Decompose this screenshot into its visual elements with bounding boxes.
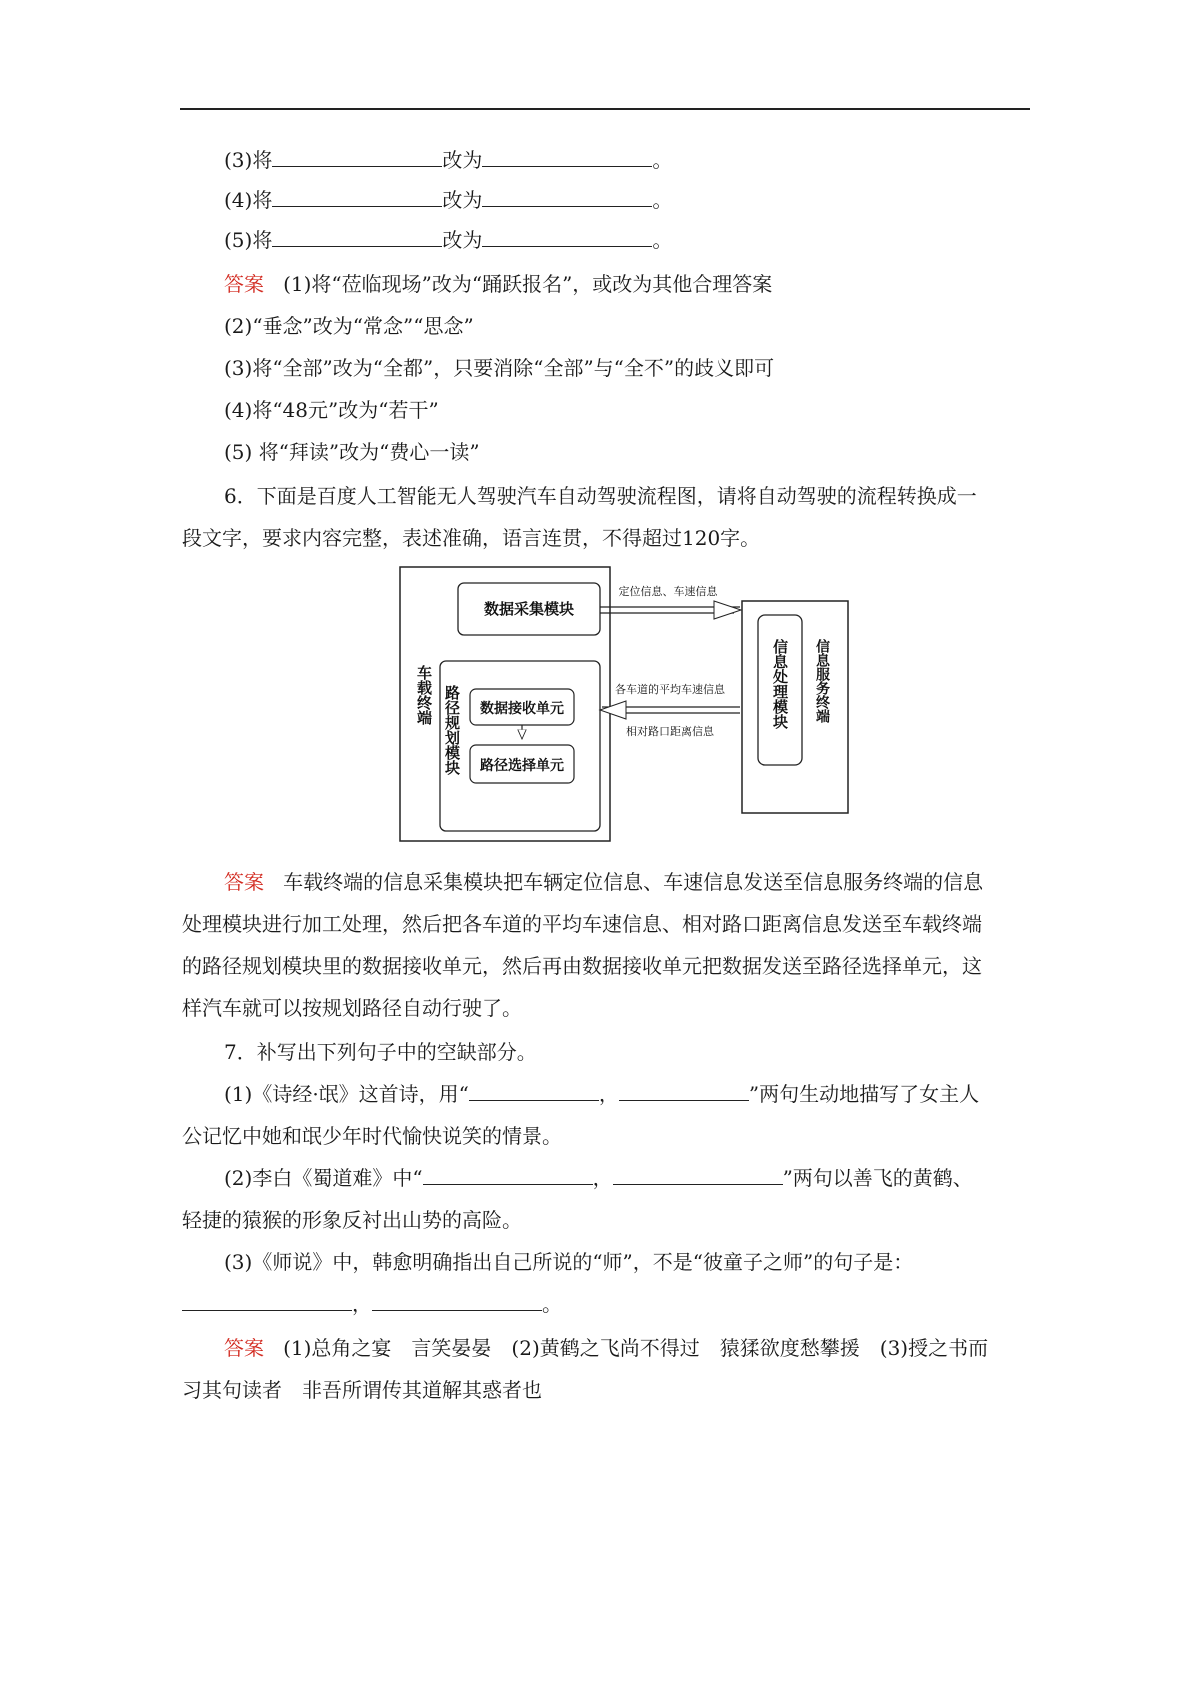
line-suffix: 。 xyxy=(652,188,673,212)
line-prefix: (4)将 xyxy=(224,188,273,212)
blank xyxy=(613,1164,783,1185)
blank xyxy=(423,1164,593,1185)
info-service-terminal-label: 信息服务终端 xyxy=(814,639,830,723)
answer-2a: (2)黄鹤之飞尚不得过 xyxy=(511,1336,700,1360)
blank-line-3 xyxy=(224,146,672,174)
answer-label: 答案 xyxy=(224,1336,264,1360)
flowchart-diagram xyxy=(398,565,853,843)
q5-answer-line-4: (4)将“48元”改为“若干” xyxy=(224,398,439,422)
q5-answer-line-2: (2)“垂念”改为“常念”“思念” xyxy=(224,314,474,338)
blank xyxy=(482,226,652,247)
top-arrow-label: 定位信息、车速信息 xyxy=(618,585,718,598)
blank xyxy=(482,186,652,207)
line-prefix: (3)将 xyxy=(224,148,273,172)
q6-text-line-2: 段文字，要求内容完整，表述准确，语言连贯，不得超过120字。 xyxy=(182,526,761,550)
q7-p1-prefix: (1)《诗经·氓》这首诗，用“ xyxy=(224,1082,469,1106)
route-planning-module xyxy=(440,661,600,831)
answer-3b: 习其句读者 xyxy=(182,1378,282,1402)
header-rule xyxy=(180,108,1030,110)
blank xyxy=(272,186,442,207)
q7-p2-prefix: (2)李白《蜀道难》中“ xyxy=(224,1166,423,1190)
bottom-arrow-label-2: 相对路口距离信息 xyxy=(626,725,714,738)
q7-p1-suffix: ”两句生动地描写了女主人 xyxy=(748,1082,980,1106)
info-processing-label: 信息处理模块 xyxy=(771,639,789,729)
q7-part2-line-2: 轻捷的猿猴的形象反衬出山势的高险。 xyxy=(182,1208,522,1232)
left-arrow-icon xyxy=(600,701,626,719)
q7-p2-suffix: ”两句以善飞的黄鹤、 xyxy=(782,1166,973,1190)
answer-1b: 言笑晏晏 xyxy=(411,1336,492,1360)
q5-answer-line-1 xyxy=(224,270,772,298)
q6-answer-line-4: 样汽车就可以按规划路径自动行驶了。 xyxy=(182,996,522,1020)
answer-3c: 非吾所谓传其道解其惑者也 xyxy=(302,1378,542,1402)
q5-answer-line-5: (5) 将“拜读”改为“费心一读” xyxy=(224,440,480,464)
line-suffix: 。 xyxy=(652,228,673,252)
blank xyxy=(469,1080,599,1101)
q7-part2-line-1 xyxy=(224,1164,973,1192)
answer-label: 答案 xyxy=(224,272,264,296)
answer-text: 车载终端的信息采集模块把车辆定位信息、车速信息发送至信息服务终端的信息 xyxy=(283,870,984,894)
comma: ， xyxy=(352,1292,372,1316)
route-planning-label: 路径规划模块 xyxy=(443,685,461,775)
line-middle: 改为 xyxy=(442,148,483,172)
q6-answer-line-3: 的路径规划模块里的数据接收单元，然后再由数据接收单元把数据发送至路径选择单元，这 xyxy=(182,954,982,978)
blank xyxy=(272,226,442,247)
line-suffix: 。 xyxy=(652,148,673,172)
line-prefix: (5)将 xyxy=(224,228,273,252)
q7-answer-line-1 xyxy=(224,1334,988,1362)
comma: ， xyxy=(598,1082,619,1106)
q7-part3-line-1: (3)《师说》中，韩愈明确指出自己所说的“师”，不是“彼童子之师”的句子是： xyxy=(224,1250,914,1274)
route-select-label: 路径选择单元 xyxy=(480,758,564,774)
blank xyxy=(619,1080,749,1101)
q7-part1-line-1 xyxy=(224,1080,979,1108)
blank-line-5 xyxy=(224,226,672,254)
q7-answer-line-2 xyxy=(182,1376,542,1404)
q5-answer-line-3: (3)将“全部”改为“全都”，只要消除“全部”与“全不”的歧义即可 xyxy=(224,356,775,380)
q7-part1-line-2: 公记忆中她和氓少年时代愉快说笑的情景。 xyxy=(182,1124,562,1148)
line-middle: 改为 xyxy=(442,228,483,252)
blank xyxy=(372,1290,542,1311)
answer-1a: (1)总角之宴 xyxy=(283,1336,392,1360)
q6-text-line-1: 6．下面是百度人工智能无人驾驶汽车自动驾驶流程图，请将自动驾驶的流程转换成一 xyxy=(224,484,977,508)
period: 。 xyxy=(542,1292,562,1316)
blank-line-4 xyxy=(224,186,672,214)
blank xyxy=(182,1290,352,1311)
q7-title: 7．补写出下列句子中的空缺部分。 xyxy=(224,1040,537,1064)
answer-label: 答案 xyxy=(224,870,264,894)
data-receive-label: 数据接收单元 xyxy=(480,701,564,717)
answer-body xyxy=(224,868,983,896)
q6-answer-line-1 xyxy=(224,868,1034,896)
comma: ， xyxy=(592,1166,613,1190)
bottom-arrow-label-1: 各车道的平均车速信息 xyxy=(615,683,725,696)
data-collection-label: 数据采集模块 xyxy=(483,600,575,618)
q6-answer-line-2: 处理模块进行加工处理，然后把各车道的平均车速信息、相对路口距离信息发送至车载终端 xyxy=(182,912,982,936)
answer-3a: (3)授之书而 xyxy=(879,1336,989,1360)
right-arrow-icon xyxy=(714,601,741,619)
blank xyxy=(272,146,442,167)
blank xyxy=(482,146,652,167)
line-middle: 改为 xyxy=(442,188,483,212)
q7-part3-line-2 xyxy=(182,1290,562,1318)
vehicle-terminal-label: 车载终端 xyxy=(415,665,433,725)
answer-2b: 猿猱欲度愁攀援 xyxy=(719,1336,860,1360)
answer-text: (1)将“莅临现场”改为“踊跃报名”，或改为其他合理答案 xyxy=(283,272,773,296)
